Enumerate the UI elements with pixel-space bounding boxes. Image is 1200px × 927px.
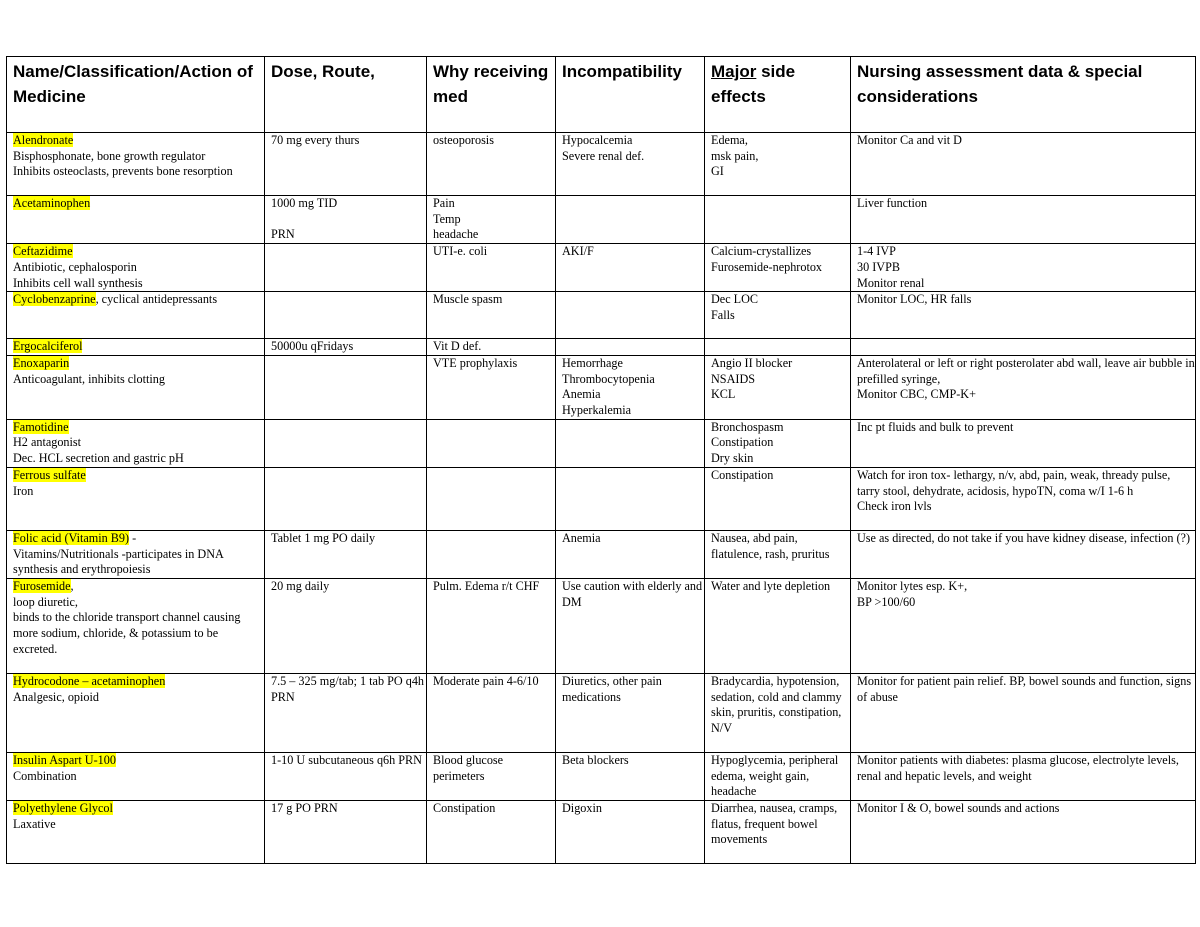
drug-name: Ferrous sulfate: [13, 467, 86, 482]
why-text: Pulm. Edema r/t CHF: [433, 578, 540, 593]
cell-dose: [265, 673, 427, 752]
nursing-text: Monitor lytes esp. K+, BP >100/60: [857, 578, 968, 609]
drug-name: Hydrocodone – acetaminophen: [13, 673, 166, 688]
drug-name: Cyclobenzaprine: [13, 292, 96, 307]
nursing-text: Monitor patients with diabetes: plasma glucose, electrolyte levels, renal and hepatic levels, and weight: [857, 752, 1179, 783]
cell-nursing: [851, 133, 1196, 196]
header-side-rest: side effects: [711, 62, 796, 106]
nursing-text: Monitor for patient pain relief. BP, bowel sounds and function, signs of abuse: [857, 673, 1192, 704]
cell-side-effects: [705, 292, 851, 339]
cell-side-effects: [705, 339, 851, 356]
nursing-text: Monitor I & O, bowel sounds and actions: [857, 801, 1060, 816]
header-dose: Dose, Route,: [265, 57, 427, 133]
cell-nursing: [851, 578, 1196, 673]
cell-side-effects: [705, 355, 851, 419]
cell-dose: [265, 133, 427, 196]
cell-incompatibility: [556, 196, 705, 244]
nursing-text: Inc pt fluids and bulk to prevent: [857, 419, 1014, 434]
cell-name: [7, 339, 265, 356]
cell-nursing: [851, 292, 1196, 339]
cell-name: [7, 578, 265, 673]
cell-dose: [265, 530, 427, 578]
table-row: [7, 752, 1196, 800]
drug-classification: Laxative: [13, 816, 56, 831]
side-effects-text: Diarrhea, nausea, cramps, flatus, frequent bowel movements: [711, 801, 838, 847]
incompatibility-text: Hemorrhage Thrombocytopenia Anemia Hyperkalemia: [562, 355, 655, 418]
table-row: [7, 244, 1196, 292]
medication-table: [6, 56, 1196, 864]
dose-text: 20 mg daily: [271, 578, 330, 593]
cell-dose: [265, 196, 427, 244]
cell-why: [427, 419, 556, 467]
incompatibility-text: Hypocalcemia Severe renal def.: [562, 133, 645, 163]
drug-name: Acetaminophen: [13, 196, 91, 210]
drug-classification: H2 antagonist Dec. HCL secretion and gastric pH: [13, 435, 184, 466]
drug-name: Folic acid (Vitamin B9): [13, 530, 130, 545]
cell-dose: [265, 244, 427, 292]
drug-name: Polyethylene Glycol: [13, 801, 113, 816]
cell-nursing: [851, 752, 1196, 800]
side-effects-text: Calcium-crystallizes Furosemide-nephrotox: [711, 244, 823, 274]
drug-name: Alendronate: [13, 133, 74, 147]
cell-nursing: [851, 673, 1196, 752]
cell-why: [427, 355, 556, 419]
cell-side-effects: [705, 673, 851, 752]
cell-why: [427, 801, 556, 864]
table-row: [7, 578, 1196, 673]
table-row: [7, 467, 1196, 530]
nursing-text: Anterolateral or left or right posterolater abd wall, leave air bubble in prefilled syringe, Monitor CBC, CMP-K+: [857, 355, 1195, 402]
cell-dose: [265, 419, 427, 467]
cell-incompatibility: [556, 419, 705, 467]
why-text: Blood glucose perimeters: [433, 752, 504, 783]
side-effects-text: Nausea, abd pain, flatulence, rash, pruritus: [711, 530, 830, 561]
cell-nursing: [851, 339, 1196, 356]
why-text: osteoporosis: [433, 133, 494, 147]
cell-name: [7, 530, 265, 578]
cell-incompatibility: [556, 801, 705, 864]
cell-why: [427, 752, 556, 800]
dose-text: 50000u qFridays: [271, 339, 354, 354]
incompatibility-text: Digoxin: [562, 801, 602, 816]
cell-name: [7, 133, 265, 196]
cell-name: [7, 419, 265, 467]
nursing-text: Monitor LOC, HR falls: [857, 292, 972, 307]
cell-side-effects: [705, 752, 851, 800]
table-row: [7, 530, 1196, 578]
drug-name: Enoxaparin: [13, 355, 70, 370]
cell-side-effects: [705, 244, 851, 292]
drug-classification: Bisphosphonate, bone growth regulator Inhibits osteoclasts, prevents bone resorption: [13, 148, 233, 179]
why-text: Pain Temp headache: [433, 196, 479, 242]
incompatibility-text: Beta blockers: [562, 752, 629, 767]
dose-text: 1000 mg TID PRN: [271, 196, 338, 242]
drug-name: Ceftazidime: [13, 244, 73, 259]
drug-classification: Analgesic, opioid: [13, 689, 99, 704]
header-incompatibility: Incompatibility: [556, 57, 705, 133]
drug-name: Famotidine: [13, 419, 69, 434]
table-row: [7, 133, 1196, 196]
cell-incompatibility: [556, 244, 705, 292]
cell-nursing: [851, 196, 1196, 244]
header-side-major: Major: [711, 62, 757, 81]
cell-name: [7, 467, 265, 530]
side-effects-text: Dec LOC Falls: [711, 292, 759, 322]
side-effects-text: Constipation: [711, 467, 774, 482]
table-row: [7, 196, 1196, 244]
cell-nursing: [851, 244, 1196, 292]
cell-incompatibility: [556, 292, 705, 339]
drug-classification: Antibiotic, cephalosporin Inhibits cell wall synthesis: [13, 259, 143, 290]
cell-incompatibility: [556, 467, 705, 530]
cell-side-effects: [705, 467, 851, 530]
table-row: [7, 419, 1196, 467]
table-row: [7, 801, 1196, 864]
cell-incompatibility: [556, 339, 705, 356]
incompatibility-text: Use caution with elderly and DM: [562, 578, 703, 609]
cell-dose: [265, 752, 427, 800]
table-row: [7, 339, 1196, 356]
header-why: Why receiving med: [427, 57, 556, 133]
cell-name: [7, 244, 265, 292]
cell-name: [7, 355, 265, 419]
drug-name-rest: ,: [70, 578, 74, 593]
drug-classification: Vitamins/Nutritionals -participates in DNA synthesis and erythropoiesis: [13, 546, 224, 577]
drug-name-rest: -: [129, 530, 137, 545]
cell-why: [427, 467, 556, 530]
cell-dose: [265, 801, 427, 864]
cell-dose: [265, 467, 427, 530]
cell-why: [427, 578, 556, 673]
cell-nursing: [851, 801, 1196, 864]
cell-side-effects: [705, 419, 851, 467]
drug-name: Insulin Aspart U-100: [13, 752, 116, 767]
nursing-text: Watch for iron tox- lethargy, n/v, abd, pain, weak, thready pulse, tarry stool, dehydrate, acidosis, hypoTN, coma w/I 1-6 h Check iron lvls: [857, 467, 1171, 514]
dose-text: 70 mg every thurs: [271, 133, 360, 147]
cell-incompatibility: [556, 133, 705, 196]
cell-nursing: [851, 467, 1196, 530]
cell-incompatibility: [556, 752, 705, 800]
cell-why: [427, 292, 556, 339]
why-text: Moderate pain 4-6/10: [433, 673, 539, 688]
drug-classification: loop diuretic, binds to the chloride transport channel causing more sodium, chloride, & potassium to be excreted.: [13, 594, 241, 656]
cell-name: [7, 801, 265, 864]
cell-name: [7, 752, 265, 800]
cell-why: [427, 196, 556, 244]
side-effects-text: Hypoglycemia, peripheral edema, weight gain, headache: [711, 752, 839, 799]
cell-dose: [265, 292, 427, 339]
cell-why: [427, 673, 556, 752]
nursing-text: Use as directed, do not take if you have kidney disease, infection (?): [857, 530, 1191, 545]
why-text: VTE prophylaxis: [433, 355, 518, 370]
cell-side-effects: [705, 801, 851, 864]
incompatibility-text: Diuretics, other pain medications: [562, 673, 662, 704]
drug-name: Ergocalciferol: [13, 339, 83, 354]
side-effects-text: Water and lyte depletion: [711, 578, 831, 593]
cell-dose: [265, 339, 427, 356]
incompatibility-text: Anemia: [562, 530, 601, 545]
drug-name-rest: , cyclical antidepressants: [95, 292, 218, 307]
cell-why: [427, 133, 556, 196]
table-row: [7, 355, 1196, 419]
nursing-text: Monitor Ca and vit D: [857, 133, 962, 147]
table-row: [7, 673, 1196, 752]
header-nursing: Nursing assessment data & special considerations: [851, 57, 1196, 133]
cell-nursing: [851, 530, 1196, 578]
why-text: Vit D def.: [433, 339, 482, 354]
header-side-effects: [705, 57, 851, 133]
cell-side-effects: [705, 578, 851, 673]
cell-incompatibility: [556, 673, 705, 752]
table-row: [7, 292, 1196, 339]
cell-side-effects: [705, 530, 851, 578]
dose-text: 7.5 – 325 mg/tab; 1 tab PO q4h PRN: [271, 673, 425, 704]
cell-name: [7, 292, 265, 339]
cell-dose: [265, 578, 427, 673]
cell-incompatibility: [556, 530, 705, 578]
nursing-text: Liver function: [857, 196, 928, 210]
dose-text: 1-10 U subcutaneous q6h PRN: [271, 752, 422, 767]
side-effects-text: Edema, msk pain, GI: [711, 133, 759, 179]
cell-nursing: [851, 419, 1196, 467]
drug-classification: Anticoagulant, inhibits clotting: [13, 371, 165, 386]
cell-why: [427, 339, 556, 356]
incompatibility-text: AKI/F: [562, 244, 594, 259]
cell-name: [7, 673, 265, 752]
cell-name: [7, 196, 265, 244]
cell-incompatibility: [556, 355, 705, 419]
header-name: Name/Classification/Action of Medicine: [7, 57, 265, 133]
drug-name: Furosemide: [13, 578, 71, 593]
side-effects-text: Bronchospasm Constipation Dry skin: [711, 419, 784, 466]
drug-classification: Iron: [13, 483, 34, 498]
why-text: Constipation: [433, 801, 496, 816]
dose-text: 17 g PO PRN: [271, 801, 338, 816]
cell-why: [427, 244, 556, 292]
cell-side-effects: [705, 196, 851, 244]
nursing-text: 1-4 IVP 30 IVPB Monitor renal: [857, 244, 925, 290]
cell-side-effects: [705, 133, 851, 196]
header-row: [7, 57, 1196, 133]
side-effects-text: Angio II blocker NSAIDS KCL: [711, 355, 793, 402]
cell-why: [427, 530, 556, 578]
drug-classification: Combination: [13, 768, 77, 783]
cell-nursing: [851, 355, 1196, 419]
why-text: Muscle spasm: [433, 292, 503, 307]
dose-text: Tablet 1 mg PO daily: [271, 530, 376, 545]
cell-dose: [265, 355, 427, 419]
why-text: UTI-e. coli: [433, 244, 488, 259]
cell-incompatibility: [556, 578, 705, 673]
side-effects-text: Bradycardia, hypotension, sedation, cold and clammy skin, pruritis, constipation, N/V: [711, 673, 842, 736]
